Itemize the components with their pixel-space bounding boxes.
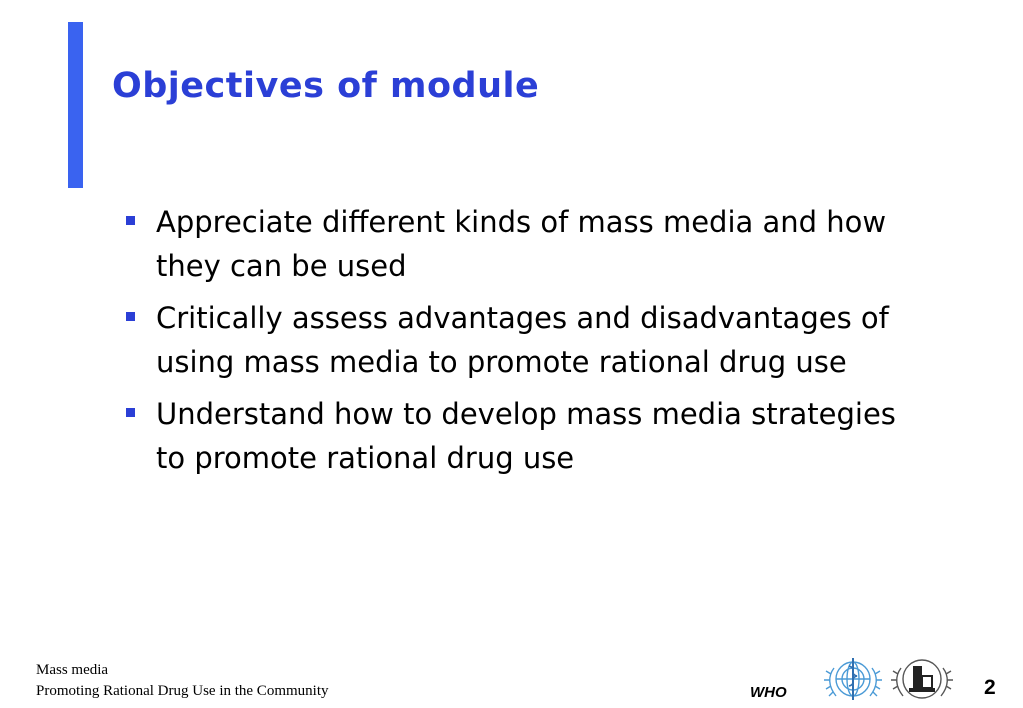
who-emblem-icon <box>820 652 886 706</box>
footer-course-name: Promoting Rational Drug Use in the Community <box>36 683 329 699</box>
list-item <box>122 200 912 288</box>
bullet-text: Critically assess advantages and disadvantages of using mass media to promote rational drug use <box>156 301 889 379</box>
list-item <box>122 392 912 480</box>
slide-title: Objectives of module <box>112 66 540 106</box>
page-number: 2 <box>984 676 996 699</box>
square-bullet-icon <box>126 216 135 225</box>
square-bullet-icon <box>126 408 135 417</box>
square-bullet-icon <box>126 312 135 321</box>
footer-caption <box>36 660 329 702</box>
objectives-list <box>122 200 912 488</box>
bullet-text: Appreciate different kinds of mass media and how they can be used <box>156 205 887 283</box>
footer-module-name: Mass media <box>36 662 109 678</box>
footer-organization: WHO <box>750 684 787 701</box>
bullet-text: Understand how to develop mass media strategies to promote rational drug use <box>156 397 896 475</box>
title-accent-bar <box>68 22 83 188</box>
list-item <box>122 296 912 384</box>
organization-emblem-icon <box>889 652 955 706</box>
